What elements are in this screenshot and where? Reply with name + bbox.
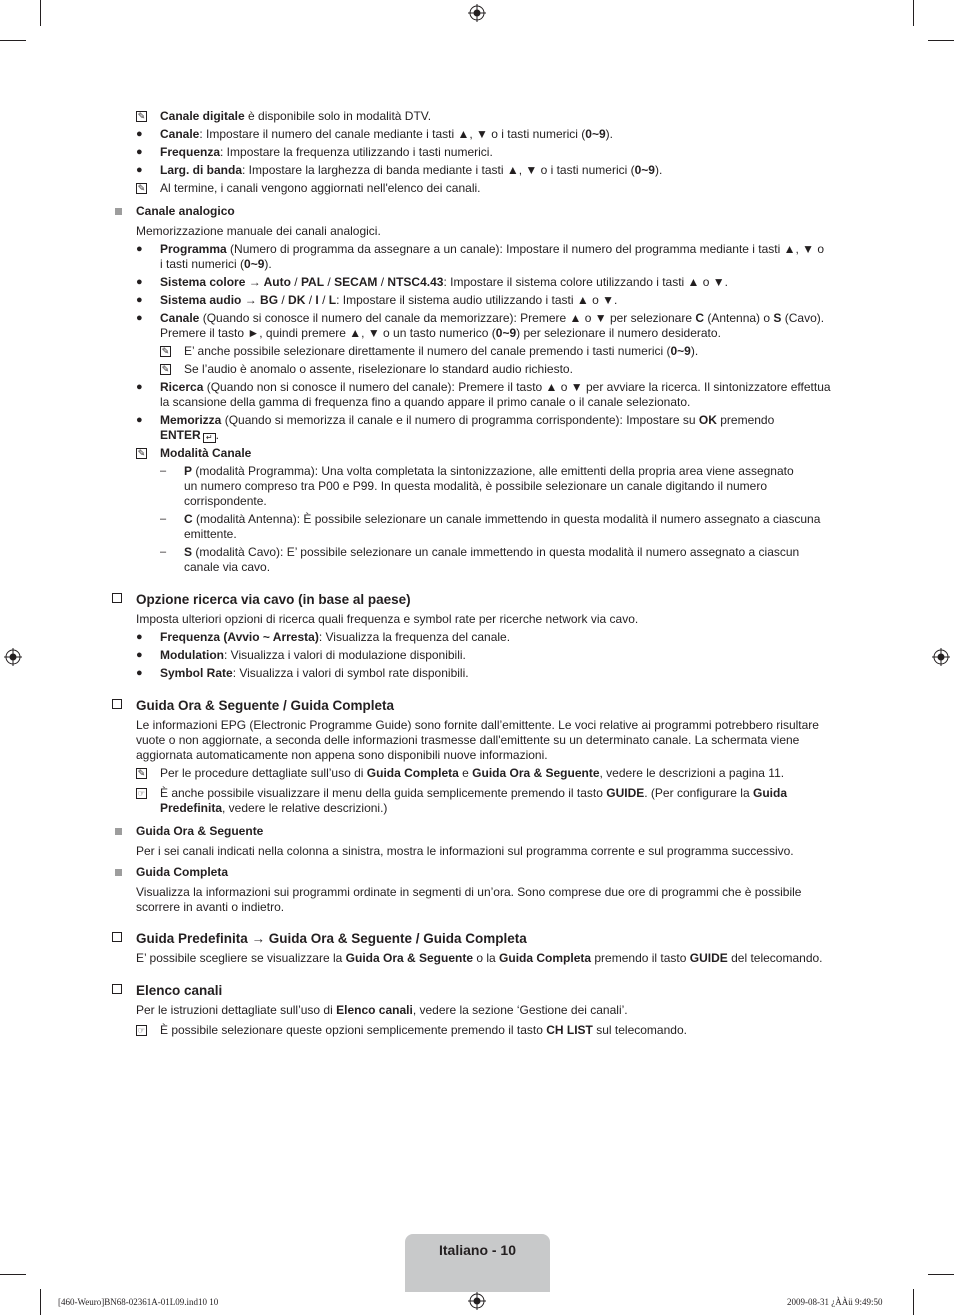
bullet-icon: ●: [136, 312, 143, 324]
text: /: [318, 293, 329, 307]
text: .: [215, 428, 220, 442]
registration-mark-icon: [932, 648, 950, 666]
subsection-title: Canale analogico: [136, 204, 235, 218]
section-title: Guida Predefinita → Guida Ora & Seguente / Guida Completa: [136, 931, 527, 946]
term: CH LIST: [546, 1023, 593, 1037]
text: e: [458, 766, 473, 780]
term: GUIDE: [606, 786, 645, 800]
tip-line: [112, 786, 847, 816]
paragraph: [112, 951, 847, 966]
text: Per i sei canali indicati nella colonna a sinistra, mostra le informazioni sul programma corrente e sul programma successivo.: [136, 844, 794, 858]
text: : Visualizza i valori di modulazione disponibili.: [223, 648, 466, 662]
note-line: [112, 109, 847, 124]
text: (Numero di programma da assegnare a un canale): Impostare il numero del programma mediante i tasti ▲, ▼ o: [226, 242, 825, 256]
text: Premere il tasto ►, quindi premere ▲, ▼ o un tasto numerico (: [160, 326, 496, 340]
bullet-line: [112, 380, 847, 410]
text: Le informazioni EPG (Electronic Programme Guide) sono fornite dall’emittente. Le voci relative ai programmi potrebbero risultare: [136, 718, 819, 732]
section-heading: [112, 982, 847, 999]
text: del telecomando.: [727, 951, 823, 965]
crop-mark: [40, 0, 41, 26]
text: (Quando si conosce il numero del canale da memorizzare): Premere ▲ o ▼ per selezionare: [199, 311, 696, 325]
bullet-icon: ●: [136, 631, 143, 643]
term: Larg. di banda: [160, 163, 243, 177]
bullet-icon: ●: [136, 667, 143, 679]
bullet-icon: ●: [136, 414, 143, 426]
registration-mark-icon: [468, 1292, 486, 1310]
subsection-heading: [112, 824, 847, 839]
term: 0~9: [495, 326, 517, 340]
term: Guida Completa: [499, 951, 592, 965]
term: Canale: [160, 127, 200, 141]
term: S: [773, 311, 782, 325]
text: È possibile selezionare queste opzioni semplicemente premendo il tasto: [160, 1023, 547, 1037]
text: Se l’audio è anomalo o assente, riselezionare lo standard audio richiesto.: [184, 362, 573, 376]
text: ).: [654, 163, 663, 177]
paragraph: [112, 1003, 847, 1018]
text: ).: [690, 344, 699, 358]
text: i tasti numerici (: [160, 257, 245, 271]
term: Modalità Canale: [160, 446, 252, 460]
crop-mark: [913, 0, 914, 26]
term: Sistema audio → BG: [160, 293, 279, 307]
dash-icon: –: [160, 465, 167, 477]
term: OK: [698, 413, 717, 427]
term: C: [184, 512, 193, 526]
note-icon: ✎: [137, 183, 146, 193]
checkbox-icon: [112, 932, 122, 942]
text: ).: [605, 127, 613, 141]
bullet-line: [112, 413, 847, 443]
text: : Visualizza la frequenza del canale.: [318, 630, 511, 644]
text: (modalità Cavo): E’ possibile selezionare un canale immettendo in questa modalità il numero assegnato a ciascun: [192, 545, 800, 559]
text: o la: [473, 951, 500, 965]
term: I: [315, 293, 319, 307]
dash-line: [112, 464, 847, 509]
text: /: [305, 293, 316, 307]
note-icon: ✎: [137, 768, 146, 778]
paragraph: [112, 612, 847, 627]
bullet-line: [112, 648, 847, 663]
section-heading: [112, 930, 847, 947]
note-icon: ✎: [137, 448, 146, 458]
registration-mark-icon: [4, 648, 22, 666]
text: (Cavo).: [781, 311, 825, 325]
bullet-line: [112, 163, 847, 178]
bullet-icon: ●: [136, 294, 143, 306]
text: (Quando non si conosce il numero del canale): Premere il tasto ▲ o ▼ per avviare la ricerca. Il sintonizzatore effettua: [203, 380, 831, 394]
section-heading: [112, 697, 847, 714]
bullet-line: [112, 145, 847, 160]
term: Guida Completa: [366, 766, 459, 780]
text: Per le procedure dettagliate sull’uso di: [160, 766, 367, 780]
checkbox-icon: [112, 984, 122, 994]
crop-mark: [0, 1274, 26, 1275]
enter-icon: ↵: [203, 433, 216, 443]
bullet-icon: ●: [136, 276, 143, 288]
text: : Impostare il sistema colore utilizzando i tasti ▲ o ▼.: [443, 275, 728, 289]
crop-mark: [0, 40, 26, 41]
text: è disponibile solo in modalità DTV.: [244, 109, 432, 123]
text: . (Per configurare la: [644, 786, 753, 800]
text: canale via cavo.: [184, 560, 271, 574]
term: GUIDE: [689, 951, 728, 965]
note-line: [112, 446, 847, 461]
text: È anche possibile visualizzare il menu della guida semplicemente premendo il tasto: [160, 786, 607, 800]
bullet-icon: ●: [136, 649, 143, 661]
text: E’ possibile scegliere se visualizzare la: [136, 951, 346, 965]
bullet-line: [112, 311, 847, 341]
subsection-title: Guida Ora & Seguente: [136, 824, 264, 838]
registration-mark-icon: [468, 4, 486, 22]
text: : Visualizza i valori di symbol rate disponibili.: [232, 666, 469, 680]
text: (modalità Programma): Una volta completata la sintonizzazione, alle emittenti della propria area viene assegnato: [192, 464, 794, 478]
term: Sistema colore → Auto: [160, 275, 291, 289]
page-number: Italiano - 10: [438, 1242, 517, 1258]
note-line: [112, 766, 847, 781]
bullet-line: [112, 666, 847, 681]
crop-mark: [913, 1289, 914, 1315]
bullet-icon: ●: [136, 381, 143, 393]
paragraph: [112, 224, 847, 239]
dash-line: [112, 545, 847, 575]
text: Memorizzazione manuale dei canali analogici.: [136, 224, 381, 238]
text: Per le istruzioni dettagliate sull’uso di: [136, 1003, 337, 1017]
term: Symbol Rate: [160, 666, 233, 680]
page-content: [112, 106, 847, 1038]
text: /: [377, 275, 388, 289]
note-line: [112, 344, 847, 359]
term: Ricerca: [160, 380, 204, 394]
text: , vedere la sezione ‘Gestione dei canali’.: [412, 1003, 628, 1017]
term: SECAM: [334, 275, 378, 289]
term: Canale digitale: [160, 109, 245, 123]
paragraph: [112, 718, 847, 763]
text: premendo il tasto: [591, 951, 690, 965]
term: 0~9: [634, 163, 655, 177]
term: 0~9: [585, 127, 606, 141]
text: la scansione della gamma di frequenza fino a quando appare il primo canale o il canale selezionato.: [160, 395, 691, 409]
section-heading: [112, 591, 847, 608]
text: Imposta ulteriori opzioni di ricerca quali frequenza e symbol rate per ricerche network via cavo.: [136, 612, 639, 626]
text: ) per selezionare il numero desiderato.: [516, 326, 721, 340]
square-bullet-icon: [115, 208, 122, 215]
term: P: [184, 464, 193, 478]
checkbox-icon: [112, 699, 122, 709]
text: : Impostare la larghezza di banda mediante i tasti ▲, ▼ o i tasti numerici (: [242, 163, 635, 177]
square-bullet-icon: [115, 828, 122, 835]
subsection-title: Guida Completa: [136, 865, 229, 879]
section-title: Guida Ora & Seguente / Guida Completa: [136, 698, 395, 713]
text: un numero compreso tra P00 e P99. In questa modalità, è possibile selezionare un canale digitando il numero: [184, 479, 768, 493]
term: Guida Ora & Seguente: [472, 766, 600, 780]
text: (Quando si memorizza il canale e il numero di programma corrispondente): Impostare su: [221, 413, 699, 427]
text: , vedere le descrizioni a pagina 11.: [599, 766, 785, 780]
text: E’ anche possibile selezionare direttamente il numero del canale premendo i tasti numerici (: [184, 344, 671, 358]
text: (Antenna) o: [704, 311, 774, 325]
text: Visualizza la informazioni sui programmi ordinate in segmenti di un’ora. Sono comprese due ore di programmi che è possibile: [136, 885, 802, 899]
section-title: Opzione ricerca via cavo (in base al paese): [136, 592, 411, 607]
text: vuote o non aggiornate, a seconda delle informazioni trasmesse dall'emittente su un determinato canale. La schermata viene: [136, 733, 800, 747]
term: L: [328, 293, 337, 307]
dash-icon: –: [160, 513, 167, 525]
slug-right: 2009-08-31 ¿ÀÀü 9:49:50: [787, 1297, 883, 1307]
note-icon: ✎: [137, 111, 146, 121]
text: ).: [264, 257, 272, 271]
term: PAL: [300, 275, 325, 289]
dash-icon: –: [160, 546, 167, 558]
term: Frequenza: [160, 145, 221, 159]
term: Elenco canali: [336, 1003, 413, 1017]
term: Programma: [160, 242, 227, 256]
bullet-line: [112, 630, 847, 645]
bullet-line: [112, 242, 847, 272]
bullet-icon: ●: [136, 146, 143, 158]
crop-mark: [40, 1289, 41, 1315]
crop-mark: [928, 40, 954, 41]
tip-icon: ☞: [137, 1026, 146, 1035]
text: emittente.: [184, 527, 237, 541]
text: : Impostare la frequenza utilizzando i tasti numerici.: [220, 145, 493, 159]
bullet-line: [112, 293, 847, 308]
checkbox-icon: [112, 593, 122, 603]
paragraph: [112, 844, 847, 859]
subsection-heading: [112, 865, 847, 880]
term: C: [695, 311, 705, 325]
text: /: [324, 275, 335, 289]
text: scorrere in avanti o indietro.: [136, 900, 285, 914]
term: Guida Ora & Seguente: [345, 951, 474, 965]
text: premendo: [716, 413, 775, 427]
term: 0~9: [670, 344, 691, 358]
text: (modalità Antenna): È possibile selezionare un canale immettendo in questa modalità il numero assegnato a ciascuna: [192, 512, 821, 526]
text: : Impostare il sistema audio utilizzando i tasti ▲ o ▼.: [336, 293, 618, 307]
term: Canale: [160, 311, 200, 325]
tip-line: [112, 1023, 847, 1038]
bullet-icon: ●: [136, 243, 143, 255]
bullet-icon: ●: [136, 164, 143, 176]
text: sul telecomando.: [592, 1023, 687, 1037]
term: DK: [288, 293, 306, 307]
text: corrispondente.: [184, 494, 267, 508]
paragraph: [112, 885, 847, 915]
term: Predefinita: [160, 801, 223, 815]
term: Memorizza: [160, 413, 222, 427]
crop-mark: [928, 1274, 954, 1275]
note-icon: ✎: [161, 346, 170, 356]
term: Guida: [752, 786, 787, 800]
bullet-line: [112, 275, 847, 290]
term: ENTER: [160, 428, 201, 442]
dash-line: [112, 512, 847, 542]
section-title: Elenco canali: [136, 983, 223, 998]
bullet-icon: ●: [136, 128, 143, 140]
text: /: [278, 293, 289, 307]
text: aggiornata automaticamente non appena sono disponibili nuove informazioni.: [136, 748, 548, 762]
note-line: [112, 362, 847, 377]
text: , vedere le relative descrizioni.): [222, 801, 388, 815]
text: Al termine, i canali vengono aggiornati nell'elenco dei canali.: [160, 181, 481, 195]
term: Frequenza (Avvio ~ Arresta): [160, 630, 319, 644]
term: NTSC4.43: [387, 275, 444, 289]
term: 0~9: [244, 257, 265, 271]
text: /: [290, 275, 301, 289]
bullet-line: [112, 127, 847, 142]
square-bullet-icon: [115, 869, 122, 876]
text: : Impostare il numero del canale mediante i tasti ▲, ▼ o i tasti numerici (: [199, 127, 586, 141]
slug-left: [460-Weuro]BN68-02361A-01L09.ind10 10: [58, 1297, 219, 1307]
tip-icon: ☞: [137, 789, 146, 798]
term: S: [184, 545, 193, 559]
subsection-heading: [112, 204, 847, 219]
note-icon: ✎: [161, 364, 170, 374]
note-line: [112, 181, 847, 196]
term: Modulation: [160, 648, 224, 662]
